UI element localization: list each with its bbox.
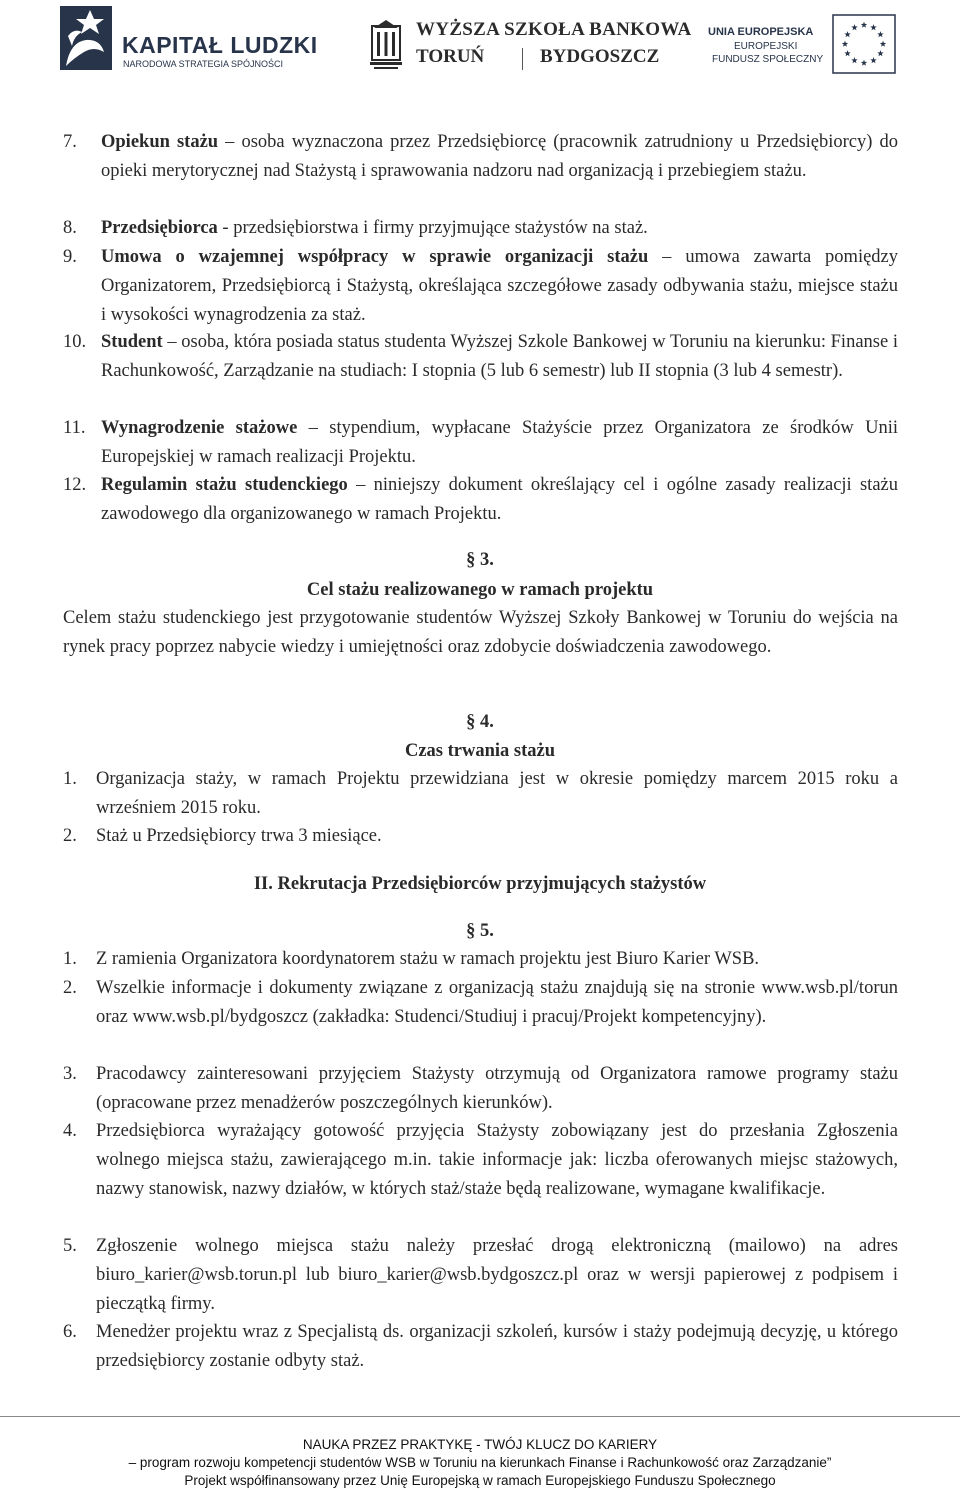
section-3-text: Celem stażu studenckiego jest przygotowanie studentów Wyższej Szkoły Bankowej w Toruniu do wejścia na rynek pracy poprzez nabycie wiedzy i umiejętności oraz zdobycie doświadczenia zawodowego.: [63, 608, 898, 657]
kapital-ludzki-subtitle: NARODOWA STRATEGIA SPÓJNOŚCI: [123, 59, 284, 69]
item-number: 1.: [63, 769, 77, 789]
section-4-mark: § 4.: [466, 712, 494, 732]
definition-item-9: [63, 243, 898, 330]
definition-number: 11.: [63, 418, 86, 438]
definition-term: Przedsiębiorca: [101, 218, 218, 238]
definition-number: 9.: [63, 247, 77, 267]
item-number: 2.: [63, 978, 77, 998]
section-5-item-6: [63, 1318, 898, 1376]
definition-item-10: [63, 328, 898, 386]
definition-term: Wynagrodzenie stażowe: [101, 418, 298, 438]
item-text: Pracodawcy zainteresowani przyjęciem Stażysty otrzymują od Organizatora ramowe programy stażu (opracowane przez menadżerów poszczególnych kierunków).: [96, 1064, 898, 1113]
item-text: Zgłoszenie wolnego miejsca stażu należy przesłać drogą elektroniczną (mailowo) na adres biuro_karier@wsb.torun.pl lub biuro_karier@wsb.bydgoszcz.pl oraz w wersji papierowej z podpisem i pieczątką firmy.: [96, 1236, 898, 1314]
section-4-title: Czas trwania stażu: [404, 741, 556, 761]
item-text: Przedsiębiorca wyrażający gotowość przyjęcia Stażysty zobowiązany jest do przesłania Zgłoszenia wolnego miejsca stażu, zawierającego m.in. takie informacje jak: liczba oferowanych miejsc stażowych, nazwy stanowisk, nazwy działów, w których staż/staże będą realizowane, wymagane kwalifikacje.: [96, 1121, 898, 1199]
wsb-city-bydgoszcz: BYDGOSZCZ: [540, 46, 660, 67]
item-text: Menedżer projektu wraz z Specjalistą ds. organizacji szkoleń, kursów i staży podejmują decyzję, u którego przedsiębiorcy zostanie odbyty staż.: [96, 1322, 898, 1371]
footer-project-title: NAUKA PRZEZ PRAKTYKĘ - TWÓJ KLUCZ DO KARIERY: [302, 1437, 658, 1452]
definition-text: – umowa zawarta pomiędzy Organizatorem, Przedsiębiorcą i Stażystą, określająca szczegółowe zasady odbywania stażu, miejsce stażu i wysokości wynagrodzenia za staż.: [101, 247, 899, 325]
definition-text: – stypendium, wypłacane Stażyście przez Organizatora ze środków Unii Europejskiej w ramach realizacji Projektu.: [101, 418, 898, 467]
definition-item-11: [63, 414, 898, 472]
item-number: 3.: [63, 1064, 77, 1084]
wsb-emblem-icon: [368, 18, 404, 70]
item-text: Wszelkie informacje i dokumenty związane z organizacją stażu znajdują się na stronie www.wsb.pl/torun oraz www.wsb.pl/bydgoszcz (zakładka: Studenci/Studiuj i pracuj/Projekt kompetencyjny).: [96, 978, 898, 1027]
item-number: 4.: [63, 1121, 77, 1141]
definition-number: 8.: [63, 218, 77, 238]
section-5-item-3: [63, 1060, 898, 1118]
wsb-city-torun: TORUŃ: [416, 46, 485, 67]
eu-flag-icon: [832, 14, 896, 74]
wsb-title: WYŻSZA SZKOŁA BANKOWA: [416, 19, 692, 40]
eu-line2: EUROPEJSKI: [734, 41, 798, 52]
wsb-logo: [368, 14, 692, 74]
chapter-2-title: II. Rekrutacja Przedsiębiorców przyjmujących stażystów: [253, 874, 707, 894]
definition-number: 7.: [63, 132, 77, 152]
eu-line3: FUNDUSZ SPOŁECZNY: [712, 54, 824, 65]
kapital-ludzki-emblem-icon: [60, 6, 112, 70]
item-text: Staż u Przedsiębiorcy trwa 3 miesiące.: [96, 826, 382, 846]
footer-program-line: – program rozwoju kompetencji studentów WSB w Toruniu na kierunkach Finanse i Rachunkowość oraz Zarządzanie”: [128, 1455, 832, 1470]
footer-divider: [0, 1416, 960, 1417]
definition-item-7: [63, 128, 898, 186]
definition-text: – osoba, która posiada status studenta Wyższej Szkole Bankowej w Toruniu na kierunku: Finanse i Rachunkowość, Zarządzanie na studiach: I stopnia (5 lub 6 semestr) lub II stopnia (3 lub 4 semestr).: [101, 332, 898, 381]
eu-title: UNIA EUROPEJSKA: [708, 26, 814, 38]
kapital-ludzki-title: KAPITAŁ LUDZKI: [122, 32, 318, 58]
definition-number: 12.: [63, 475, 87, 495]
header-logos: [0, 0, 960, 90]
definition-number: 10.: [63, 332, 87, 352]
item-number: 1.: [63, 949, 77, 969]
definition-text: - przedsiębiorstwa i firmy przyjmujące stażystów na staż.: [217, 218, 648, 238]
definition-term: Student: [101, 332, 163, 352]
definition-item-8: [63, 214, 898, 243]
item-text: Organizacja staży, w ramach Projektu przewidziana jest w okresie pomiędzy marcem 2015 roku a wrześniem 2015 roku.: [96, 769, 898, 818]
definition-term: Umowa o wzajemnej współpracy w sprawie organizacji stażu: [101, 247, 649, 267]
section-5-mark: § 5.: [466, 921, 494, 941]
definition-text: – osoba wyznaczona przez Przedsiębiorcę (pracownik zatrudniony u Przedsiębiorcy) do opieki merytorycznej nad Stażystą i sprawowania nadzoru nad organizacją i przebiegiem stażu.: [101, 132, 898, 181]
section-5-item-2: [63, 974, 898, 1032]
definition-term: Opiekun stażu: [101, 132, 219, 152]
footer: [0, 1436, 960, 1490]
section-5-item-5: [63, 1232, 898, 1319]
eu-logo: [708, 14, 928, 76]
section-3-mark: § 3.: [466, 550, 494, 570]
section-4-item-2: [63, 822, 898, 851]
section-5-item-4: [63, 1117, 898, 1204]
footer-funding-line: Projekt współfinansowany przez Unię Europejską w ramach Europejskiego Funduszu Społecznego: [184, 1473, 776, 1488]
definition-text: – niniejszy dokument określający cel i ogólne zasady realizacji stażu zawodowego dla organizowanego w ramach Projektu.: [101, 475, 898, 524]
item-number: 6.: [63, 1322, 77, 1342]
section-5-item-1: [63, 945, 898, 974]
section-3-title: Cel stażu realizowanego w ramach projektu: [306, 580, 654, 600]
wsb-divider: [522, 48, 523, 70]
item-text: Z ramienia Organizatora koordynatorem stażu w ramach projektu jest Biuro Karier WSB.: [96, 949, 760, 969]
item-number: 2.: [63, 826, 77, 846]
definition-term: Regulamin stażu studenckiego: [101, 475, 348, 495]
definition-item-12: [63, 471, 898, 529]
kapital-ludzki-logo: [60, 6, 318, 74]
section-4-item-1: [63, 765, 898, 823]
item-number: 5.: [63, 1236, 77, 1256]
